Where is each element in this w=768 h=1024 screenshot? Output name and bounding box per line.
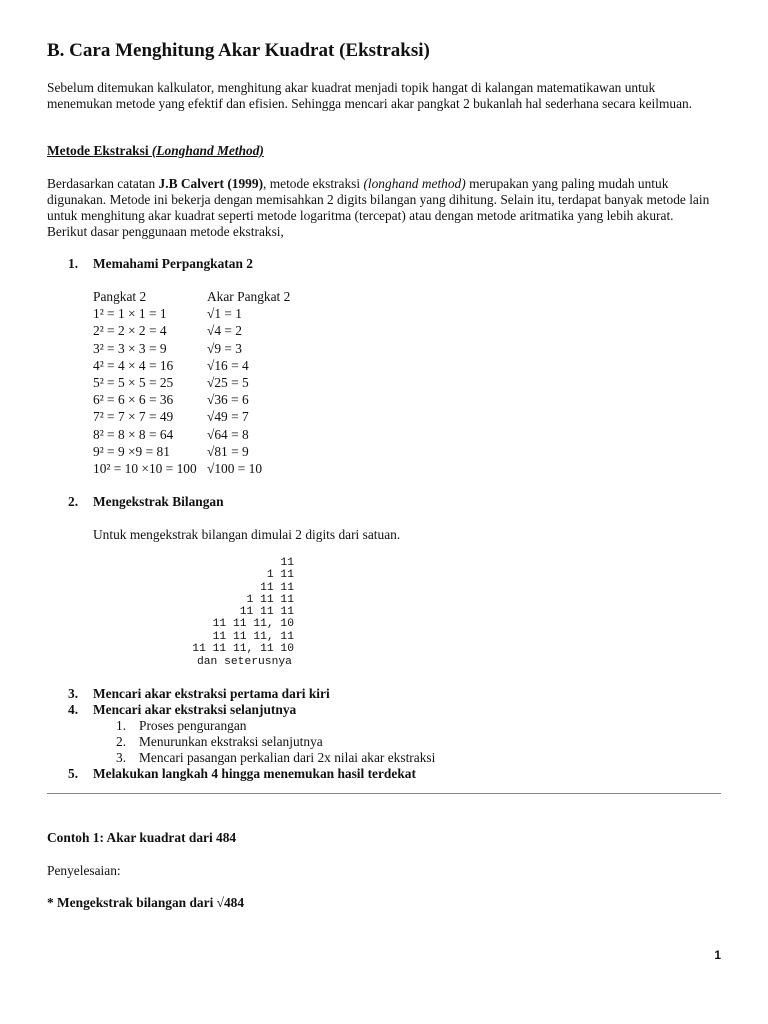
digit-groups-footer: dan seterusnya <box>197 656 292 668</box>
digit-group-line: 11 11 <box>260 581 294 594</box>
root-expression: √9 = 3 <box>207 340 242 356</box>
power-expression: 2² = 2 × 2 = 4 <box>93 323 167 339</box>
root-expression: √49 = 7 <box>207 409 249 425</box>
solution-label: Penyelesaian: <box>47 863 121 878</box>
powers-table-row <box>93 426 290 443</box>
root-expression: √1 = 1 <box>207 306 242 322</box>
power-expression: 3² = 3 × 3 = 9 <box>93 340 167 356</box>
root-expression: √64 = 8 <box>207 426 249 442</box>
digit-group-line: 1 11 11 <box>246 593 294 606</box>
step4-sub2-number: 2. <box>116 734 127 749</box>
step5-number: 5. <box>68 766 79 781</box>
step3-label: Mencari akar ekstraksi pertama dari kiri <box>93 686 330 701</box>
root-expression: √81 = 9 <box>207 443 249 459</box>
step4-sub1-label: Proses pengurangan <box>139 718 247 733</box>
step3-number: 3. <box>68 686 79 701</box>
digit-group-line: 11 11 11, 10 <box>212 618 294 631</box>
method-heading-prefix: Metode Ekstraksi <box>47 143 152 158</box>
method-para-p1: Berdasarkan catatan <box>47 176 159 191</box>
root-expression: √25 = 5 <box>207 374 249 390</box>
power-expression: 8² = 8 × 8 = 64 <box>93 426 174 442</box>
step1-number: 1. <box>68 256 79 271</box>
root-expression: √36 = 6 <box>207 392 249 408</box>
root-expression: √100 = 10 <box>207 460 263 476</box>
powers-table-header <box>93 288 290 305</box>
root-expression: √16 = 4 <box>207 357 249 373</box>
page-number: 1 <box>714 948 721 962</box>
powers-table-row <box>93 443 290 460</box>
method-para-citation: J.B Calvert (1999) <box>158 176 264 191</box>
method-heading-italic: (Longhand Method) <box>151 143 264 158</box>
example-title: Contoh 1: Akar kuadrat dari 484 <box>47 830 237 845</box>
power-expression: 6² = 6 × 6 = 36 <box>93 392 174 408</box>
step4-number: 4. <box>68 702 79 717</box>
powers-header-col1: Pangkat 2 <box>93 289 147 304</box>
powers-table-row <box>93 357 290 374</box>
powers-table-row <box>93 408 290 425</box>
method-para-italic: (longhand method) <box>363 176 466 191</box>
digit-group-line: 11 11 11, 11 10 <box>192 643 294 656</box>
intro-paragraph: Sebelum ditemukan kalkulator, menghitung akar kuadrat menjadi topik hangat di kalangan matematikawan untuk menemukan metode yang efektif dan efisien. Sehingga mencari akar pangkat 2 bukanlah hal sederhana secara keilmuan. <box>47 80 693 111</box>
powers-table-row <box>93 460 290 477</box>
power-expression: 1² = 1 × 1 = 1 <box>93 306 167 322</box>
power-expression: 9² = 9 ×9 = 81 <box>93 443 170 459</box>
section-title: B. Cara Menghitung Akar Kuadrat (Ekstraksi) <box>47 40 430 61</box>
digit-group-line: 11 11 11 <box>239 606 294 619</box>
section-divider <box>47 793 721 794</box>
step4-sub1-number: 1. <box>116 718 127 733</box>
solution-step: * Mengekstrak bilangan dari √484 <box>47 895 245 910</box>
powers-table <box>93 288 290 477</box>
digit-group-line: 1 11 <box>266 569 294 582</box>
powers-table-row <box>93 391 290 408</box>
step4-label: Mencari akar ekstraksi selanjutnya <box>93 702 297 717</box>
digit-group-line: 11 11 11, 11 <box>212 630 294 643</box>
step2-number: 2. <box>68 494 79 509</box>
powers-table-row <box>93 305 290 322</box>
power-expression: 10² = 10 ×10 = 100 <box>93 460 197 476</box>
root-expression: √4 = 2 <box>207 323 242 339</box>
power-expression: 4² = 4 × 4 = 16 <box>93 357 174 373</box>
digit-groups <box>192 557 294 655</box>
power-expression: 7² = 7 × 7 = 49 <box>93 409 174 425</box>
method-para-p3: merupakan yang paling mudah untuk digunakan. Metode ini bekerja dengan memisahkan 2 digits bilangan yang dihitung. Selain itu, terdapat banyak metode lain untuk menghitung akar kuadrat seperti metode logaritma (tercepat) atau dengan metode aritmatika yang lebih akurat. Berikut dasar penggunaan metode ekstraksi, <box>47 176 710 239</box>
method-heading <box>47 143 264 159</box>
step2-text: Untuk mengekstrak bilangan dimulai 2 digits dari satuan. <box>93 527 401 542</box>
powers-table-row <box>93 374 290 391</box>
method-paragraph <box>47 176 712 240</box>
method-para-p2: , metode ekstraksi <box>263 176 364 191</box>
step2-label: Mengekstrak Bilangan <box>93 494 224 509</box>
step4-sub3-label: Mencari pasangan perkalian dari 2x nilai akar ekstraksi <box>139 750 436 765</box>
step4-sub3-number: 3. <box>116 750 127 765</box>
powers-table-row <box>93 322 290 339</box>
powers-table-row <box>93 340 290 357</box>
powers-header-col2: Akar Pangkat 2 <box>207 289 291 304</box>
digit-group-line: 11 <box>280 557 294 569</box>
step5-label: Melakukan langkah 4 hingga menemukan hasil terdekat <box>93 766 416 781</box>
step4-sub2-label: Menurunkan ekstraksi selanjutnya <box>139 734 323 749</box>
power-expression: 5² = 5 × 5 = 25 <box>93 374 174 390</box>
step1-label: Memahami Perpangkatan 2 <box>93 256 253 271</box>
